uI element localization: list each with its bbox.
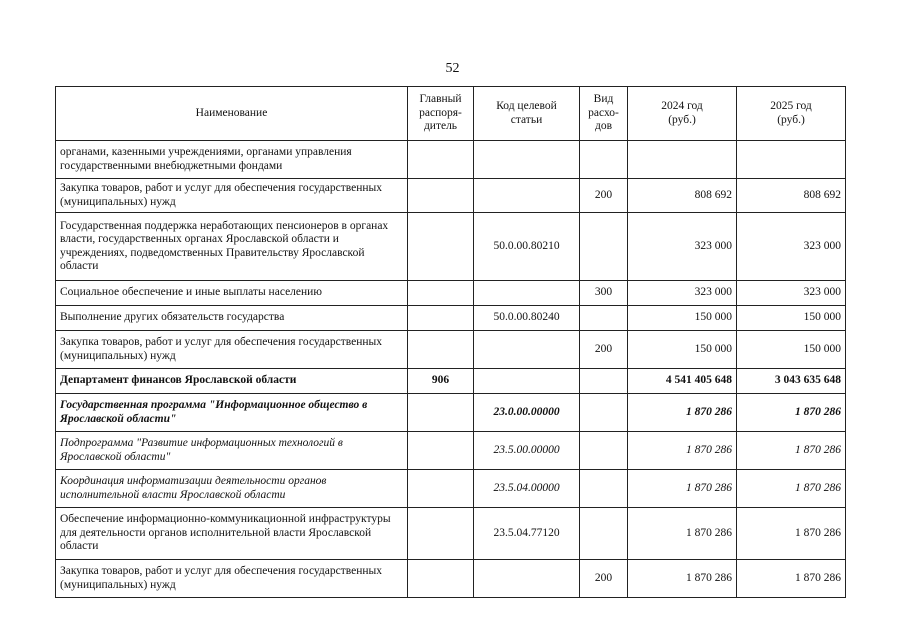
cell-2024: 1 870 286	[628, 432, 737, 470]
cell-name: Закупка товаров, работ и услуг для обеспечения государственных (муниципальных) нужд	[56, 179, 408, 213]
cell-name: Государственная поддержка неработающих пенсионеров в органах власти, государственных органах Ярославской области и учреждениях, подведомственных Правительству Ярославской области	[56, 213, 408, 281]
page-number: 52	[445, 61, 460, 76]
cell-2024	[628, 141, 737, 179]
cell-admin	[408, 508, 474, 560]
cell-2025	[737, 141, 846, 179]
cell-name: Выполнение других обязательств государства	[56, 306, 408, 331]
cell-type	[580, 369, 628, 394]
cell-code: 23.5.04.00000	[474, 470, 580, 508]
table-row	[56, 331, 846, 369]
cell-2024: 1 870 286	[628, 560, 737, 598]
cell-2025: 323 000	[737, 213, 846, 281]
cell-code: 50.0.00.80210	[474, 213, 580, 281]
cell-2024: 150 000	[628, 306, 737, 331]
cell-name: Департамент финансов Ярославской области	[56, 369, 408, 394]
cell-2024: 4 541 405 648	[628, 369, 737, 394]
cell-admin	[408, 306, 474, 331]
cell-code: 50.0.00.80240	[474, 306, 580, 331]
cell-admin	[408, 432, 474, 470]
table-row	[56, 560, 846, 598]
cell-admin	[408, 470, 474, 508]
cell-type	[580, 394, 628, 432]
cell-admin	[408, 394, 474, 432]
cell-name: Государственная программа "Информационное общество в Ярославской области"	[56, 394, 408, 432]
cell-admin	[408, 281, 474, 306]
cell-name: Обеспечение информационно-коммуникационной инфраструктуры для деятельности органов исполнительной власти Ярославской области	[56, 508, 408, 560]
cell-2025: 1 870 286	[737, 470, 846, 508]
cell-2025: 323 000	[737, 281, 846, 306]
cell-code	[474, 141, 580, 179]
cell-admin	[408, 179, 474, 213]
cell-type: 200	[580, 179, 628, 213]
cell-code	[474, 560, 580, 598]
table-row	[56, 306, 846, 331]
cell-name: Закупка товаров, работ и услуг для обеспечения государственных (муниципальных) нужд	[56, 331, 408, 369]
table-row	[56, 281, 846, 306]
cell-code	[474, 369, 580, 394]
cell-2025: 1 870 286	[737, 432, 846, 470]
cell-code	[474, 281, 580, 306]
cell-code	[474, 331, 580, 369]
cell-admin: 906	[408, 369, 474, 394]
header-code: Код целевой статьи	[474, 87, 580, 141]
cell-type	[580, 213, 628, 281]
cell-type: 200	[580, 560, 628, 598]
cell-2025: 1 870 286	[737, 508, 846, 560]
cell-name: Координация информатизации деятельности органов исполнительной власти Ярославской области	[56, 470, 408, 508]
cell-2025: 808 692	[737, 179, 846, 213]
cell-type	[580, 432, 628, 470]
cell-2025: 1 870 286	[737, 394, 846, 432]
header-admin: Главный распоря- дитель	[408, 87, 474, 141]
cell-code: 23.0.00.00000	[474, 394, 580, 432]
cell-2024: 1 870 286	[628, 470, 737, 508]
cell-admin	[408, 141, 474, 179]
cell-code: 23.5.04.77120	[474, 508, 580, 560]
budget-table	[55, 86, 846, 598]
cell-type	[580, 306, 628, 331]
cell-name: органами, казенными учреждениями, органами управления государственными внебюджетными фондами	[56, 141, 408, 179]
table-row	[56, 394, 846, 432]
table-row	[56, 432, 846, 470]
header-name: Наименование	[56, 87, 408, 141]
header-row	[56, 87, 846, 141]
cell-2025: 150 000	[737, 306, 846, 331]
header-type: Вид расхо- дов	[580, 87, 628, 141]
cell-name: Социальное обеспечение и иные выплаты населению	[56, 281, 408, 306]
table-row	[56, 508, 846, 560]
cell-admin	[408, 560, 474, 598]
header-2025: 2025 год (руб.)	[737, 87, 846, 141]
cell-2024: 323 000	[628, 213, 737, 281]
table-row	[56, 179, 846, 213]
cell-2024: 1 870 286	[628, 508, 737, 560]
cell-2025: 1 870 286	[737, 560, 846, 598]
cell-2024: 1 870 286	[628, 394, 737, 432]
cell-name: Закупка товаров, работ и услуг для обеспечения государственных (муниципальных) нужд	[56, 560, 408, 598]
table-row	[56, 369, 846, 394]
cell-2024: 323 000	[628, 281, 737, 306]
cell-type	[580, 470, 628, 508]
cell-admin	[408, 331, 474, 369]
cell-name: Подпрограмма "Развитие информационных технологий в Ярославской области"	[56, 432, 408, 470]
cell-2024: 150 000	[628, 331, 737, 369]
cell-type: 200	[580, 331, 628, 369]
cell-2024: 808 692	[628, 179, 737, 213]
table-row	[56, 470, 846, 508]
header-2024: 2024 год (руб.)	[628, 87, 737, 141]
cell-2025: 150 000	[737, 331, 846, 369]
table-row	[56, 213, 846, 281]
table-row	[56, 141, 846, 179]
cell-type	[580, 508, 628, 560]
cell-admin	[408, 213, 474, 281]
cell-code	[474, 179, 580, 213]
cell-2025: 3 043 635 648	[737, 369, 846, 394]
cell-type: 300	[580, 281, 628, 306]
cell-type	[580, 141, 628, 179]
cell-code: 23.5.00.00000	[474, 432, 580, 470]
